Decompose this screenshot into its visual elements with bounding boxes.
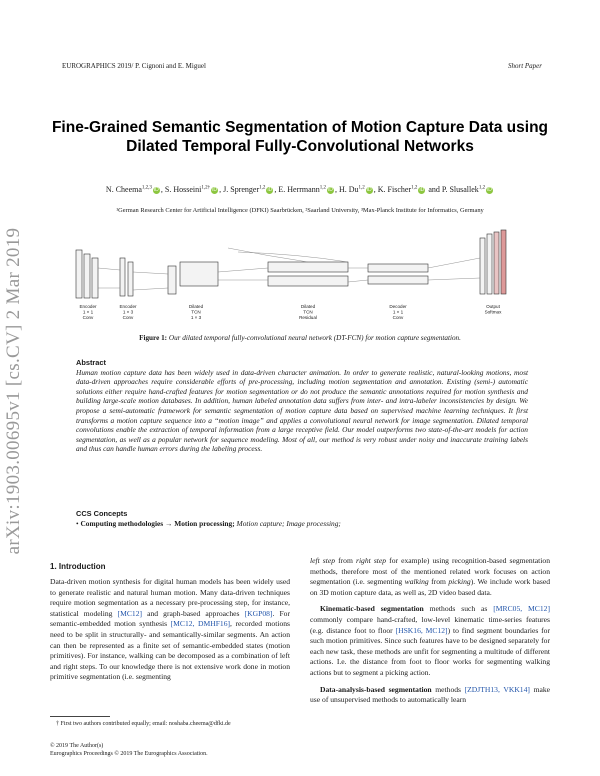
orcid-icon[interactable]: iD xyxy=(366,186,372,193)
left-column xyxy=(50,562,290,683)
conv-block xyxy=(120,258,125,296)
citation-link[interactable]: [MC12, DMHF16] xyxy=(170,619,231,629)
citation-link[interactable]: [MRC05, MC12] xyxy=(493,604,550,614)
output-block xyxy=(494,232,499,294)
orcid-icon[interactable]: iD xyxy=(267,186,273,193)
orcid-icon[interactable]: iD xyxy=(328,186,333,193)
citation-link[interactable]: [KGP08] xyxy=(244,608,273,618)
running-header-right: Short Paper xyxy=(507,62,542,70)
figure-block-label: Dilated TCN Residual xyxy=(299,304,317,320)
dilated-layer xyxy=(268,262,348,272)
conv-block xyxy=(168,266,176,294)
title-line-1: Fine-Grained Semantic Segmentation of Motion Capture Data using xyxy=(51,119,549,136)
author: J. Sprenger$^{1,2}$ iD , xyxy=(223,185,279,194)
conv-block xyxy=(92,258,98,298)
orcid-icon[interactable]: iD xyxy=(212,186,217,193)
abstract xyxy=(76,358,528,454)
figure-block-label: Encoder 1 × 1 Conv xyxy=(79,304,97,320)
author: P. Slusallek$^{1,2}$ iD xyxy=(441,185,492,194)
body-paragraph: Data-analysis-based segmentation methods [ZDJTH13, VKK14] make use of unsupervised methods to automatically learn xyxy=(310,684,551,705)
decoder-layer xyxy=(368,276,428,284)
author: K. Fischer$^{1,2}$ iD and xyxy=(377,185,442,194)
citation-link[interactable]: [ZDJTH13, VKK14] xyxy=(464,684,530,694)
citation-link[interactable]: [HSK16, MC12] xyxy=(395,625,448,635)
section-heading: 1. Introduction xyxy=(50,562,106,571)
arxiv-stamp: arXiv:1903.00695v1 [cs.CV] 2 Mar 2019 xyxy=(3,227,24,555)
output-block xyxy=(501,230,506,294)
figure-block-label: Dilated TCN 1 × 3 xyxy=(188,304,204,320)
conv-block xyxy=(84,254,90,298)
output-block xyxy=(480,238,485,294)
network-architecture-figure xyxy=(68,228,532,328)
title-line-2: Dilated Temporal Fully-Convolutional Networks xyxy=(126,138,474,155)
abstract-heading: Abstract xyxy=(76,358,106,367)
conv-block xyxy=(128,262,133,296)
right-column xyxy=(310,556,550,706)
ccs-line: • Computing methodologies → Motion processing; Motion capture; Image processing; xyxy=(76,518,341,528)
author: H. Du$^{1,2}$ iD , xyxy=(338,185,378,194)
intro-paragraph: Data-driven motion synthesis for digital human models has been widely used to generate realistic and natural human motion. Many data-driven techniques require motion segmentation as a necessary pre-processing step, for instance, statistical modeling [MC12] and graph-based approaches [KGP08]. For semantic-embedded motion synthesis [MC12, DMHF16], recorded motions need to be split in structurally- and semantically-similar segments. An action can then be represented as a finite set of semantic-embedded states (motion primitives). For instance, walking can be decomposed as a combination of left and right steps. To our knowledge there is not extensive work done in motion primitive segmentation (i.e. segmenting xyxy=(50,577,290,682)
paper-title xyxy=(0,118,600,156)
figure-caption: Figure 1: Our dilated temporal fully-convolutional neural network (DT-FCN) for motion capture segmentation. xyxy=(139,334,461,342)
ccs-concepts xyxy=(76,509,528,528)
figure-block-label: Decoder 1 × 1 Conv xyxy=(389,304,407,320)
affiliations: ¹German Research Center for Artificial Intelligence (DFKI) Saarbrücken, ²Saarland University, ³Max-Planck Institute for Informatics, Germany xyxy=(116,207,484,214)
author: S. Hosseini$^{1,2\dagger}$ iD , xyxy=(164,185,224,194)
abstract-text: Human motion capture data has been widely used in data-driven character animation. In order to generate realistic, natural-looking motions, most data-driven approaches require considerable efforts of pre-processing, including motion segmentation and annotation. Existing (semi-) automatic solutions either require hand-crafted features for motion segmentation or do not produce the semantic annotations required for motion synthesis and building large-scale motion databases. In addition, human labeled annotation data suffers from inter- and intra-labeler inconsistencies by design. We propose a semi-automatic framework for semantic segmentation of motion capture data based on supervised machine learning techniques. It first transforms a motion capture sequence into a “motion image” and applies a convolutional neural network for image segmentation. Dilated temporal convolutions enable the extraction of temporal information from a large receptive field. Our model outperforms two state-of-the-art models for action segmentation, as well as a popular network for sequence modeling. Most of all, our method is very robust under noisy and inaccurate training labels and thus can handle human errors during the labeling process. xyxy=(76,367,528,454)
orcid-icon[interactable]: iD xyxy=(154,186,159,193)
figure-block-label: Output Softmax xyxy=(484,304,502,315)
running-header-left: EUROGRAPHICS 2019/ P. Cignoni and E. Miguel xyxy=(62,62,206,70)
author: N. Cheema$^{1,2,3}$ iD , xyxy=(105,185,165,194)
ccs-heading: CCS Concepts xyxy=(76,509,128,518)
body-paragraph: Kinematic-based segmentation methods such as [MRC05, MC12] commonly compare hand-crafted, low-level kinematic time-series features (e.g. distance foot to floor [HSK16, MC12]) to find segment boundaries for such motion primitives. Since such features have to be designed separately for each new task, these methods are unfit for segmenting a multitude of different actions. I.e. the distance from foot to floor works for segmenting walking actions but to segment a picking action. xyxy=(310,604,551,677)
orcid-icon[interactable]: iD xyxy=(487,186,492,193)
author-list xyxy=(0,185,600,194)
output-block xyxy=(487,234,492,294)
copyright-line-2: Eurographics Proceedings © 2019 The Eurographics Association. xyxy=(50,751,208,757)
orcid-icon[interactable]: iD xyxy=(419,186,425,193)
footnote: † First two authors contributed equally; email: noshaba.cheema@dfki.de xyxy=(56,721,231,727)
citation-link[interactable]: [MC12] xyxy=(117,608,143,618)
decoder-layer xyxy=(368,264,428,272)
body-paragraph: left step from right step for example) using recognition-based segmentation methods, therefore most of the mentioned related work focuses on action segmentation (i.e. segmenting walking from picking). We include work based on 3D motion capture data, as well as, 2D video based data. xyxy=(310,556,550,597)
figure-block-label: Encoder 1 × 3 Conv xyxy=(119,304,137,320)
dilated-layer xyxy=(180,262,218,286)
footnote-rule xyxy=(50,716,110,717)
dilated-layer xyxy=(268,276,348,286)
copyright-line-1: © 2019 The Author(s) xyxy=(50,743,104,749)
author: E. Herrmann$^{1,2}$ iD , xyxy=(278,185,339,194)
conv-block xyxy=(76,250,82,298)
